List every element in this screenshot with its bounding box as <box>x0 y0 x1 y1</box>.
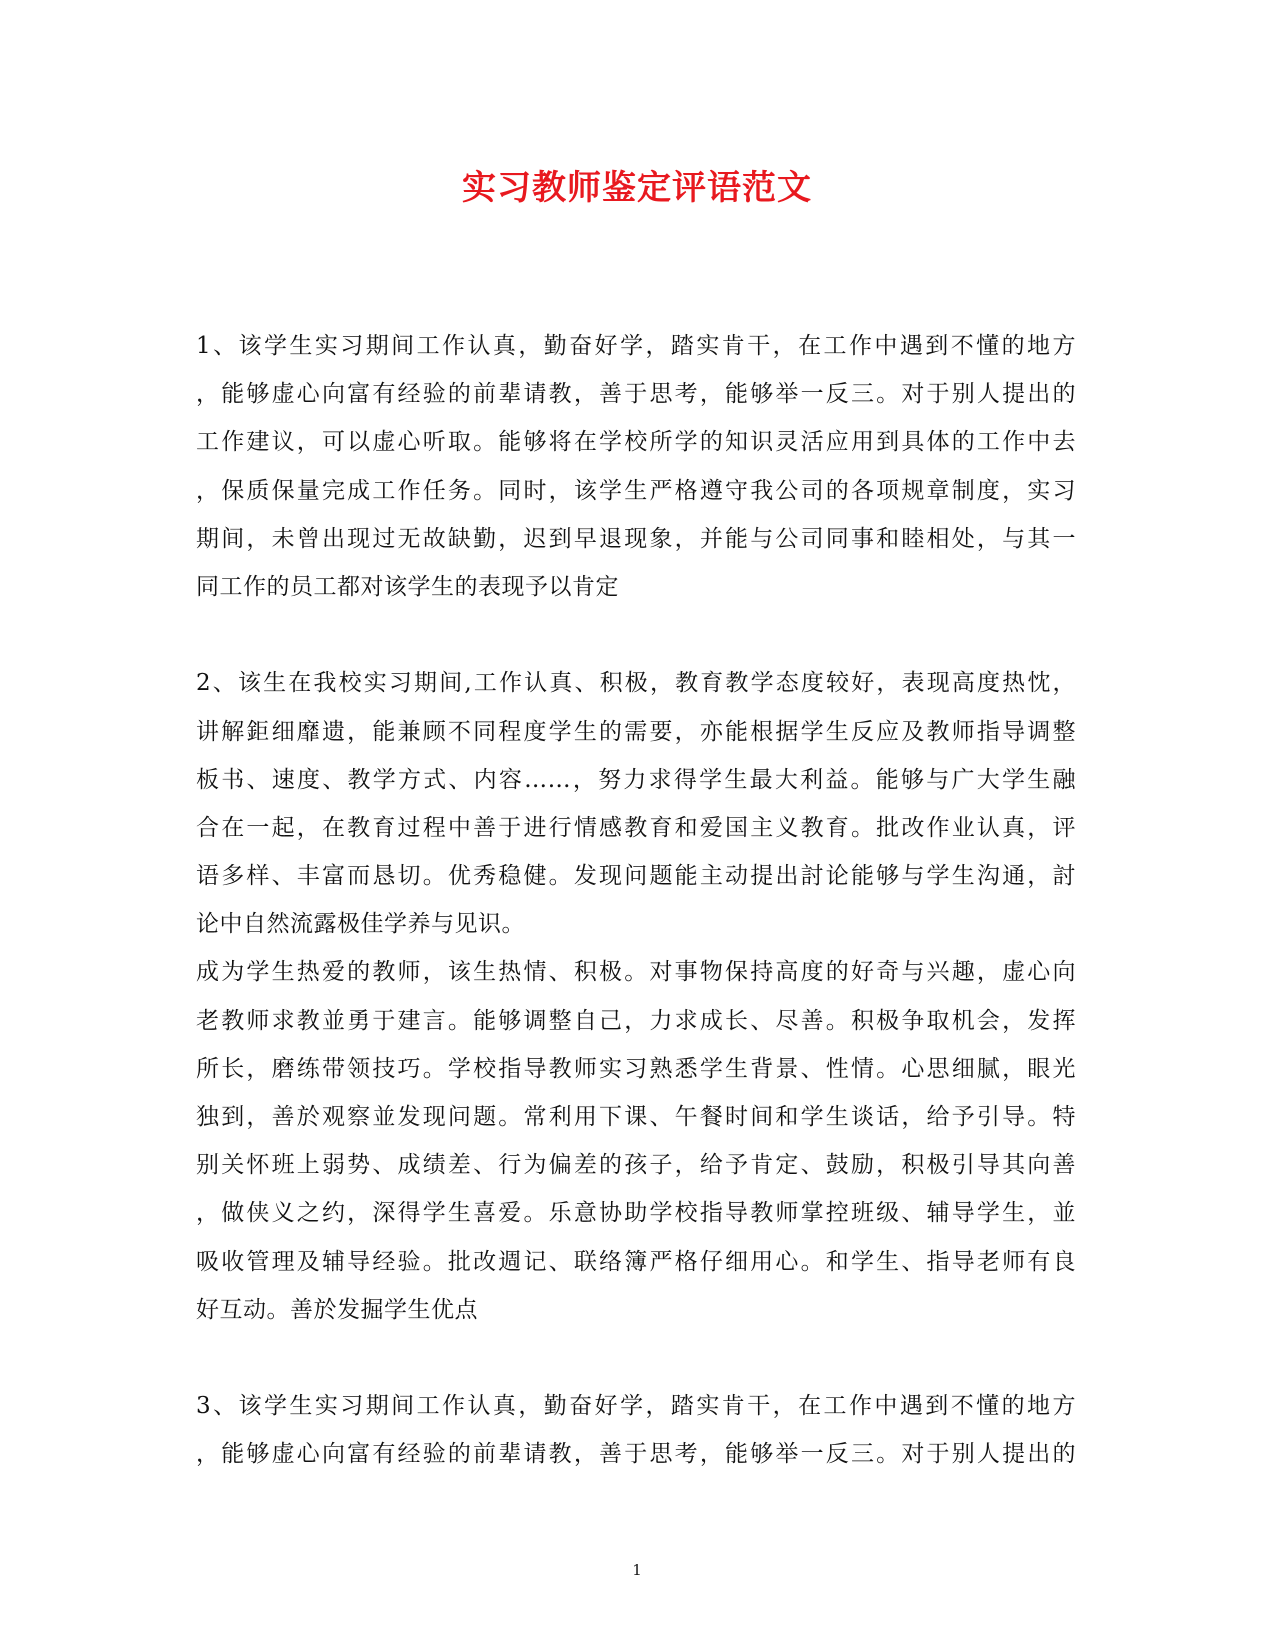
text-line: 2、该生在我校实习期间,工作认真、积极，教育教学态度较好，表现高度热忱， <box>196 670 1076 697</box>
paragraph-gap <box>196 1334 1076 1382</box>
text-line: 别关怀班上弱势、成绩差、行为偏差的孩子，给予肯定、鼓励，积极引导其向善 <box>196 1152 1076 1179</box>
text-line: 成为学生热爱的教师，该生热情、积极。对事物保持高度的好奇与兴趣，虚心向 <box>196 959 1076 986</box>
paragraph-3 <box>196 1382 1076 1478</box>
text-line: 好互动。善於发掘学生优点 <box>196 1296 478 1323</box>
paragraph-1 <box>196 322 1076 611</box>
text-line: 独到，善於观察並发现问题。常利用下课、午餐时间和学生谈话，给予引导。特 <box>196 1104 1076 1130</box>
paragraph-gap <box>196 611 1076 659</box>
text-line: 吸收管理及辅导经验。批改週记、联络簿严格仔细用心。和学生、指导老师有良 <box>196 1248 1076 1275</box>
text-line: ，能够虚心向富有经验的前辈请教，善于思考，能够举一反三。对于别人提出的 <box>196 381 1076 408</box>
text-line: 期间，未曾出现过无故缺勤，迟到早退现象，并能与公司同事和睦相处，与其一 <box>196 525 1076 552</box>
text-line: 语多样、丰富而恳切。优秀稳健。发现问题能主动提出討论能够与学生沟通，討 <box>196 863 1076 890</box>
text-line: 工作建议，可以虚心听取。能够将在学校所学的知识灵活应用到具体的工作中去 <box>196 429 1076 456</box>
text-line: 合在一起，在教育过程中善于进行情感教育和爱国主义教育。批改作业认真，评 <box>196 814 1076 841</box>
text-line: 板书、速度、教学方式、内容……，努力求得学生最大利益。能够与广大学生融 <box>196 766 1076 793</box>
document-title: 实习教师鉴定评语范文 <box>462 168 812 208</box>
page-number: 1 <box>632 1561 642 1579</box>
text-line: ，能够虚心向富有经验的前辈请教，善于思考，能够举一反三。对于别人提出的 <box>196 1441 1076 1468</box>
text-line: 同工作的员工都对该学生的表现予以肯定 <box>196 573 619 600</box>
document-body <box>196 322 1076 1479</box>
text-line: ，做侠义之约，深得学生喜爱。乐意协助学校指导教师掌控班级、辅导学生，並 <box>196 1200 1076 1227</box>
text-line: 3、该学生实习期间工作认真，勤奋好学，踏实肯干，在工作中遇到不懂的地方 <box>196 1393 1076 1420</box>
text-line: ，保质保量完成工作任务。同时，该学生严格遵守我公司的各项规章制度，实习 <box>196 477 1076 504</box>
text-line: 1、该学生实习期间工作认真，勤奋好学，踏实肯干，在工作中遇到不懂的地方 <box>196 333 1076 359</box>
text-line: 讲解鉅细靡遗，能兼顾不同程度学生的需要，亦能根据学生反应及教师指导调整 <box>196 718 1076 745</box>
text-line: 所长，磨练带领技巧。学校指导教师实习熟悉学生背景、性情。心思细腻，眼光 <box>196 1055 1076 1082</box>
paragraph-2 <box>196 659 1076 948</box>
text-line: 论中自然流露极佳学养与见识。 <box>196 911 525 938</box>
paragraph-2-continuation <box>196 948 1076 1334</box>
text-line: 老教师求教並勇于建言。能够调整自己，力求成长、尽善。积极争取机会，发挥 <box>196 1007 1076 1034</box>
